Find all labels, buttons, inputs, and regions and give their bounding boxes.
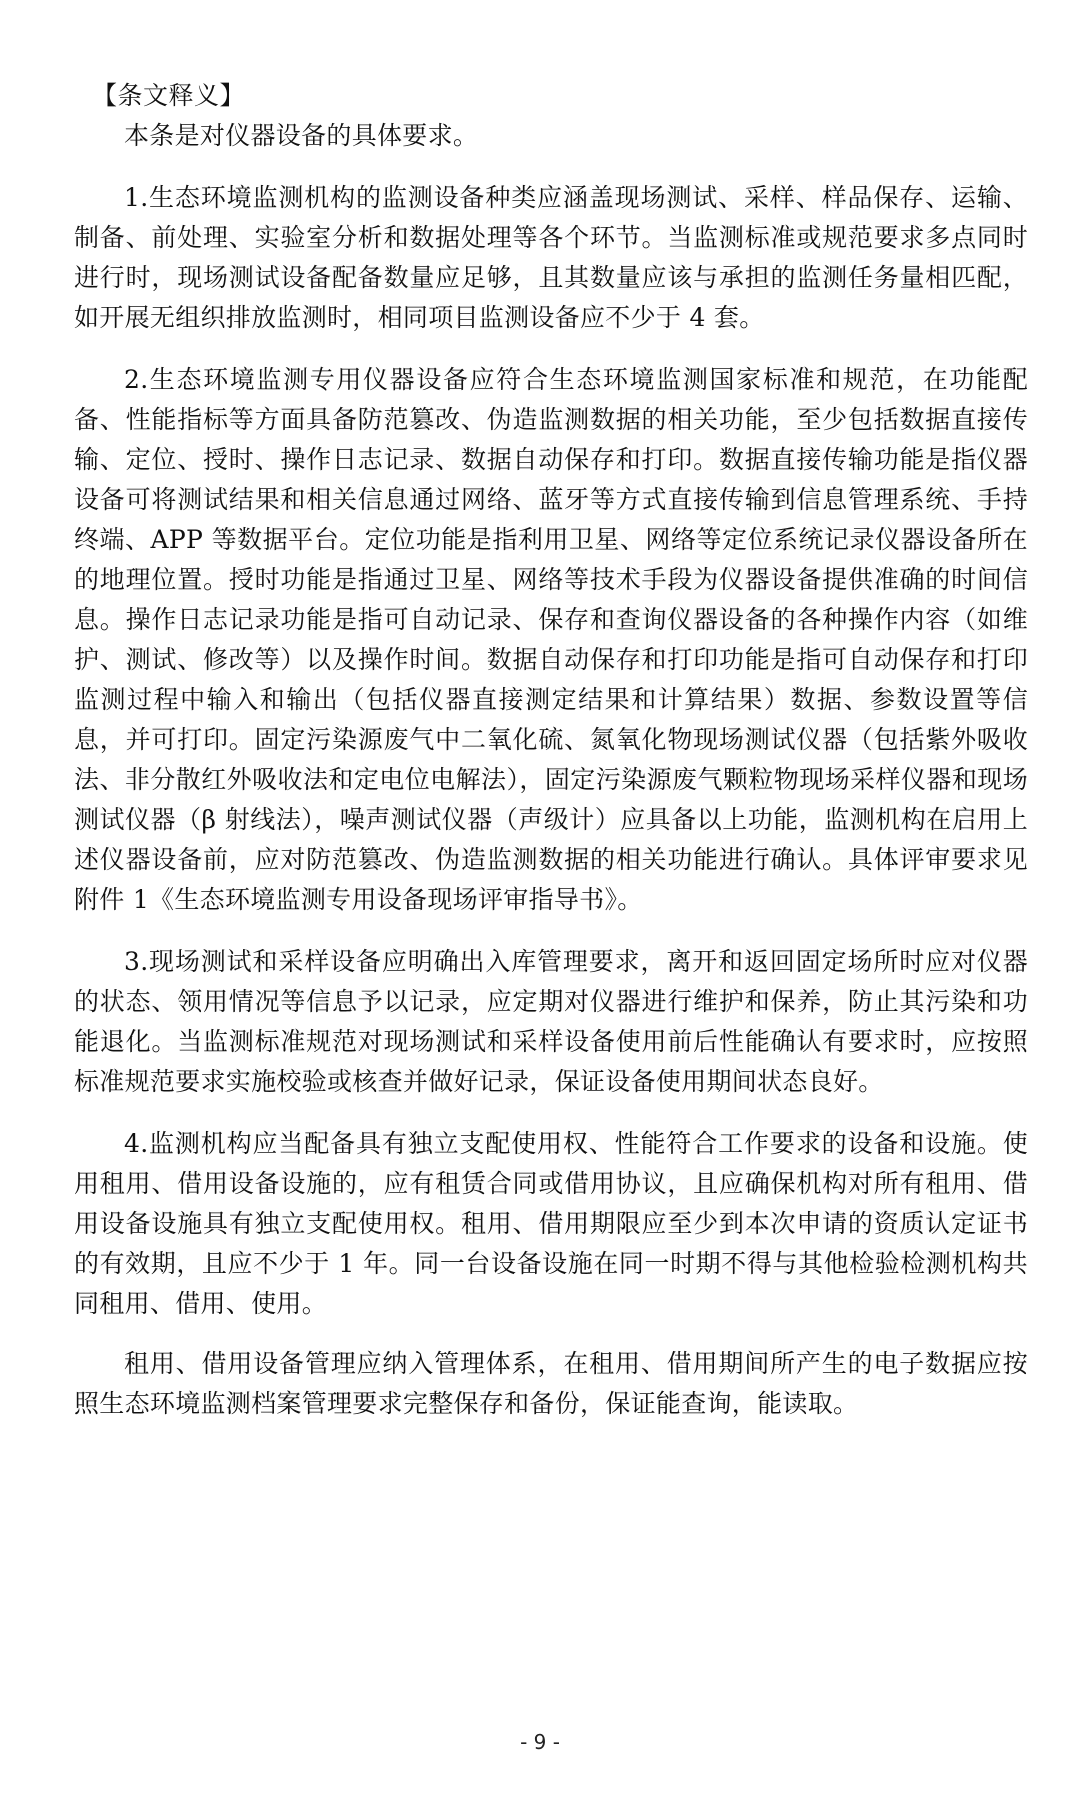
paragraph-supplement: 租用、借用设备管理应纳入管理体系，在租用、借用期间所产生的电子数据应按照生态环境监测档案管理要求完整保存和备份，保证能查询，能读取。 xyxy=(74,1349,1028,1418)
section-heading: 【条文释义】 xyxy=(92,81,246,110)
paragraph-item-1: 1.生态环境监测机构的监测设备种类应涵盖现场测试、采样、样品保存、运输、制备、前处理、实验室分析和数据处理等各个环节。当监测标准或规范要求多点同时进行时，现场测试设备配备数量应足够，且其数量应该与承担的监测任务量相匹配，如开展无组织排放监测时，相同项目监测设备应不少于 4 套。 xyxy=(74,183,1028,332)
intro-paragraph: 本条是对仪器设备的具体要求。 xyxy=(124,121,479,150)
paragraph-item-2: 2.生态环境监测专用仪器设备应符合生态环境监测国家标准和规范，在功能配备、性能指标等方面具备防范篡改、伪造监测数据的相关功能，至少包括数据直接传输、定位、授时、操作日志记录、数据自动保存和打印。数据直接传输功能是指仪器设备可将测试结果和相关信息通过网络、蓝牙等方式直接传输到信息管理系统、手持终端、APP 等数据平台。定位功能是指利用卫星、网络等定位系统记录仪器设备所在的地理位置。授时功能是指通过卫星、网络等技术手段为仪器设备提供准确的时间信息。操作日志记录功能是指可自动记录、保存和查询仪器设备的各种操作内容（如维护、测试、修改等）以及操作时间。数据自动保存和打印功能是指可自动保存和打印监测过程中输入和输出（包括仪器直接测定结果和计算结果）数据、参数设置等信息，并可打印。固定污染源废气中二氧化硫、氮氧化物现场测试仪器（包括紫外吸收法、非分散红外吸收法和定电位电解法），固定污染源废气颗粒物现场采样仪器和现场测试仪器（β 射线法），噪声测试仪器（声级计）应具备以上功能，监测机构在启用上述仪器设备前，应对防范篡改、伪造监测数据的相关功能进行确认。具体评审要求见附件 1《生态环境监测专用设备现场评审指导书》。 xyxy=(74,365,1028,914)
page-number: - 9 - xyxy=(520,1730,560,1754)
paragraph-item-4: 4.监测机构应当配备具有独立支配使用权、性能符合工作要求的设备和设施。使用租用、借用设备设施的，应有租赁合同或借用协议，且应确保机构对所有租用、借用设备设施具有独立支配使用权。租用、借用期限应至少到本次申请的资质认定证书的有效期，且应不少于 1 年。同一台设备设施在同一时期不得与其他检验检测机构共同租用、借用、使用。 xyxy=(74,1129,1028,1318)
paragraph-item-3: 3.现场测试和采样设备应明确出入库管理要求，离开和返回固定场所时应对仪器的状态、领用情况等信息予以记录，应定期对仪器进行维护和保养，防止其污染和功能退化。当监测标准规范对现场测试和采样设备使用前后性能确认有要求时，应按照标准规范要求实施校验或核查并做好记录，保证设备使用期间状态良好。 xyxy=(74,947,1028,1096)
